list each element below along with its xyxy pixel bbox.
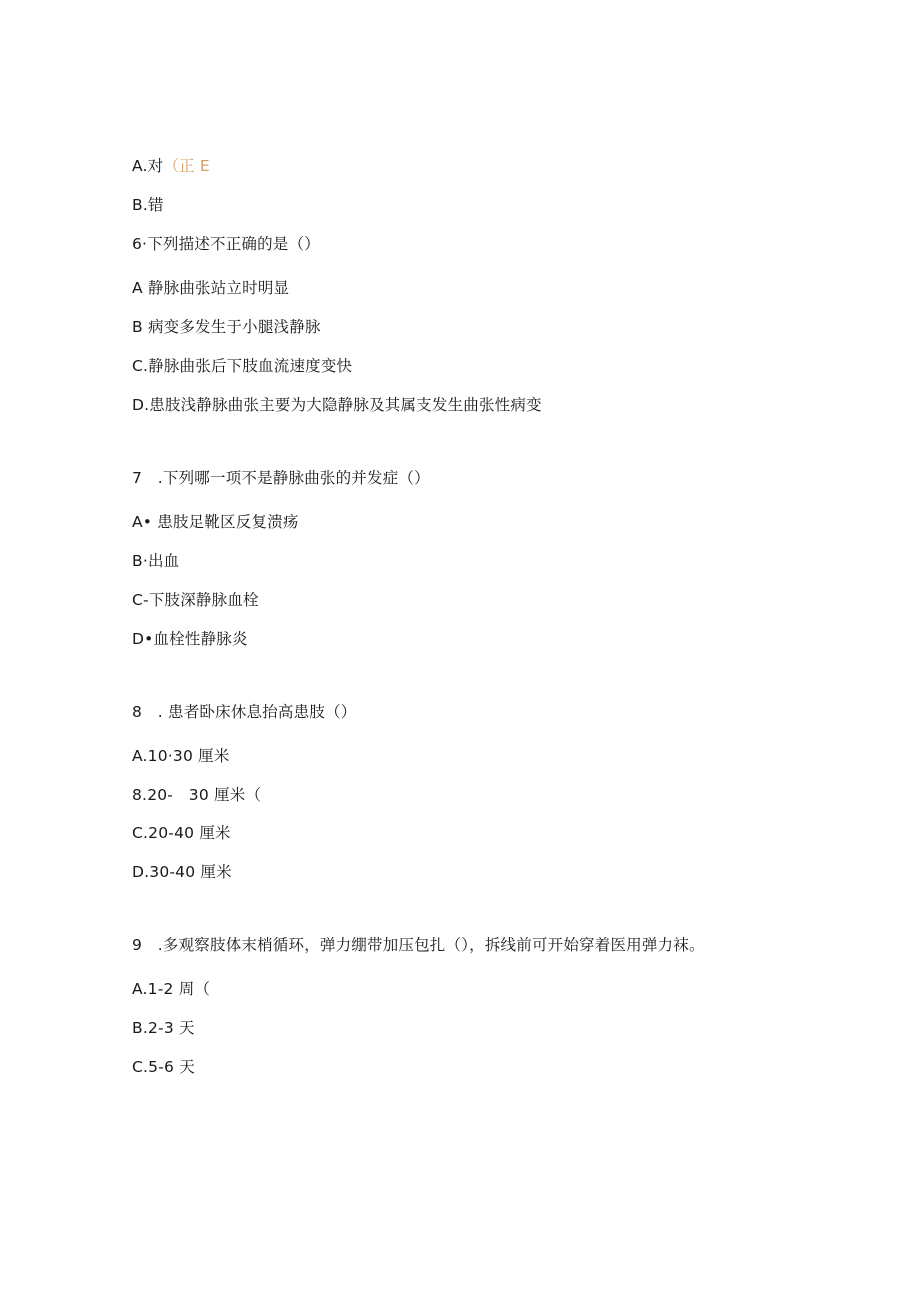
q7-option-b: B·出血 (132, 552, 180, 570)
q6-option-b: B 病变多发生于小腿浅静脉 (132, 318, 321, 336)
q9-option-b: B.2-3 天 (132, 1019, 195, 1037)
option-a-true (132, 156, 210, 176)
question-9: 9 .多观察肢体末梢循环，弹力绷带加压包扎（），拆线前可开始穿着医用弹力袜。 (132, 936, 705, 954)
option-text: A.对 (132, 157, 164, 175)
q9-option-a: A.1-2 周（ (132, 980, 211, 998)
q6-option-a: A 静脉曲张站立时明显 (132, 279, 290, 297)
q8-option-a: A.10·30 厘米 (132, 747, 230, 765)
q8-option-c: C.20-40 厘米 (132, 824, 231, 842)
q9-option-c: C.5-6 天 (132, 1058, 195, 1076)
handwritten-mark: （正 E (163, 157, 210, 175)
q7-option-a: A• 患肢足靴区反复溃疡 (132, 513, 299, 531)
q8-option-b: 8.20- 30 厘米（ (132, 786, 262, 804)
q6-option-d: D.患肢浅静脉曲张主要为大隐静脉及其属支发生曲张性病变 (132, 396, 542, 414)
option-b-false: B.错 (132, 196, 164, 214)
q7-option-d: D•血栓性静脉炎 (132, 630, 248, 648)
question-8: 8 . 患者卧床休息抬高患肢（） (132, 703, 357, 721)
q8-option-d: D.30-40 厘米 (132, 863, 232, 881)
q6-option-c: C.静脉曲张后下肢血流速度变快 (132, 357, 353, 375)
q7-option-c: C-下肢深静脉血栓 (132, 591, 259, 609)
question-6: 6·下列描述不正确的是（） (132, 235, 320, 253)
question-7: 7 .下列哪一项不是静脉曲张的并发症（） (132, 469, 430, 487)
